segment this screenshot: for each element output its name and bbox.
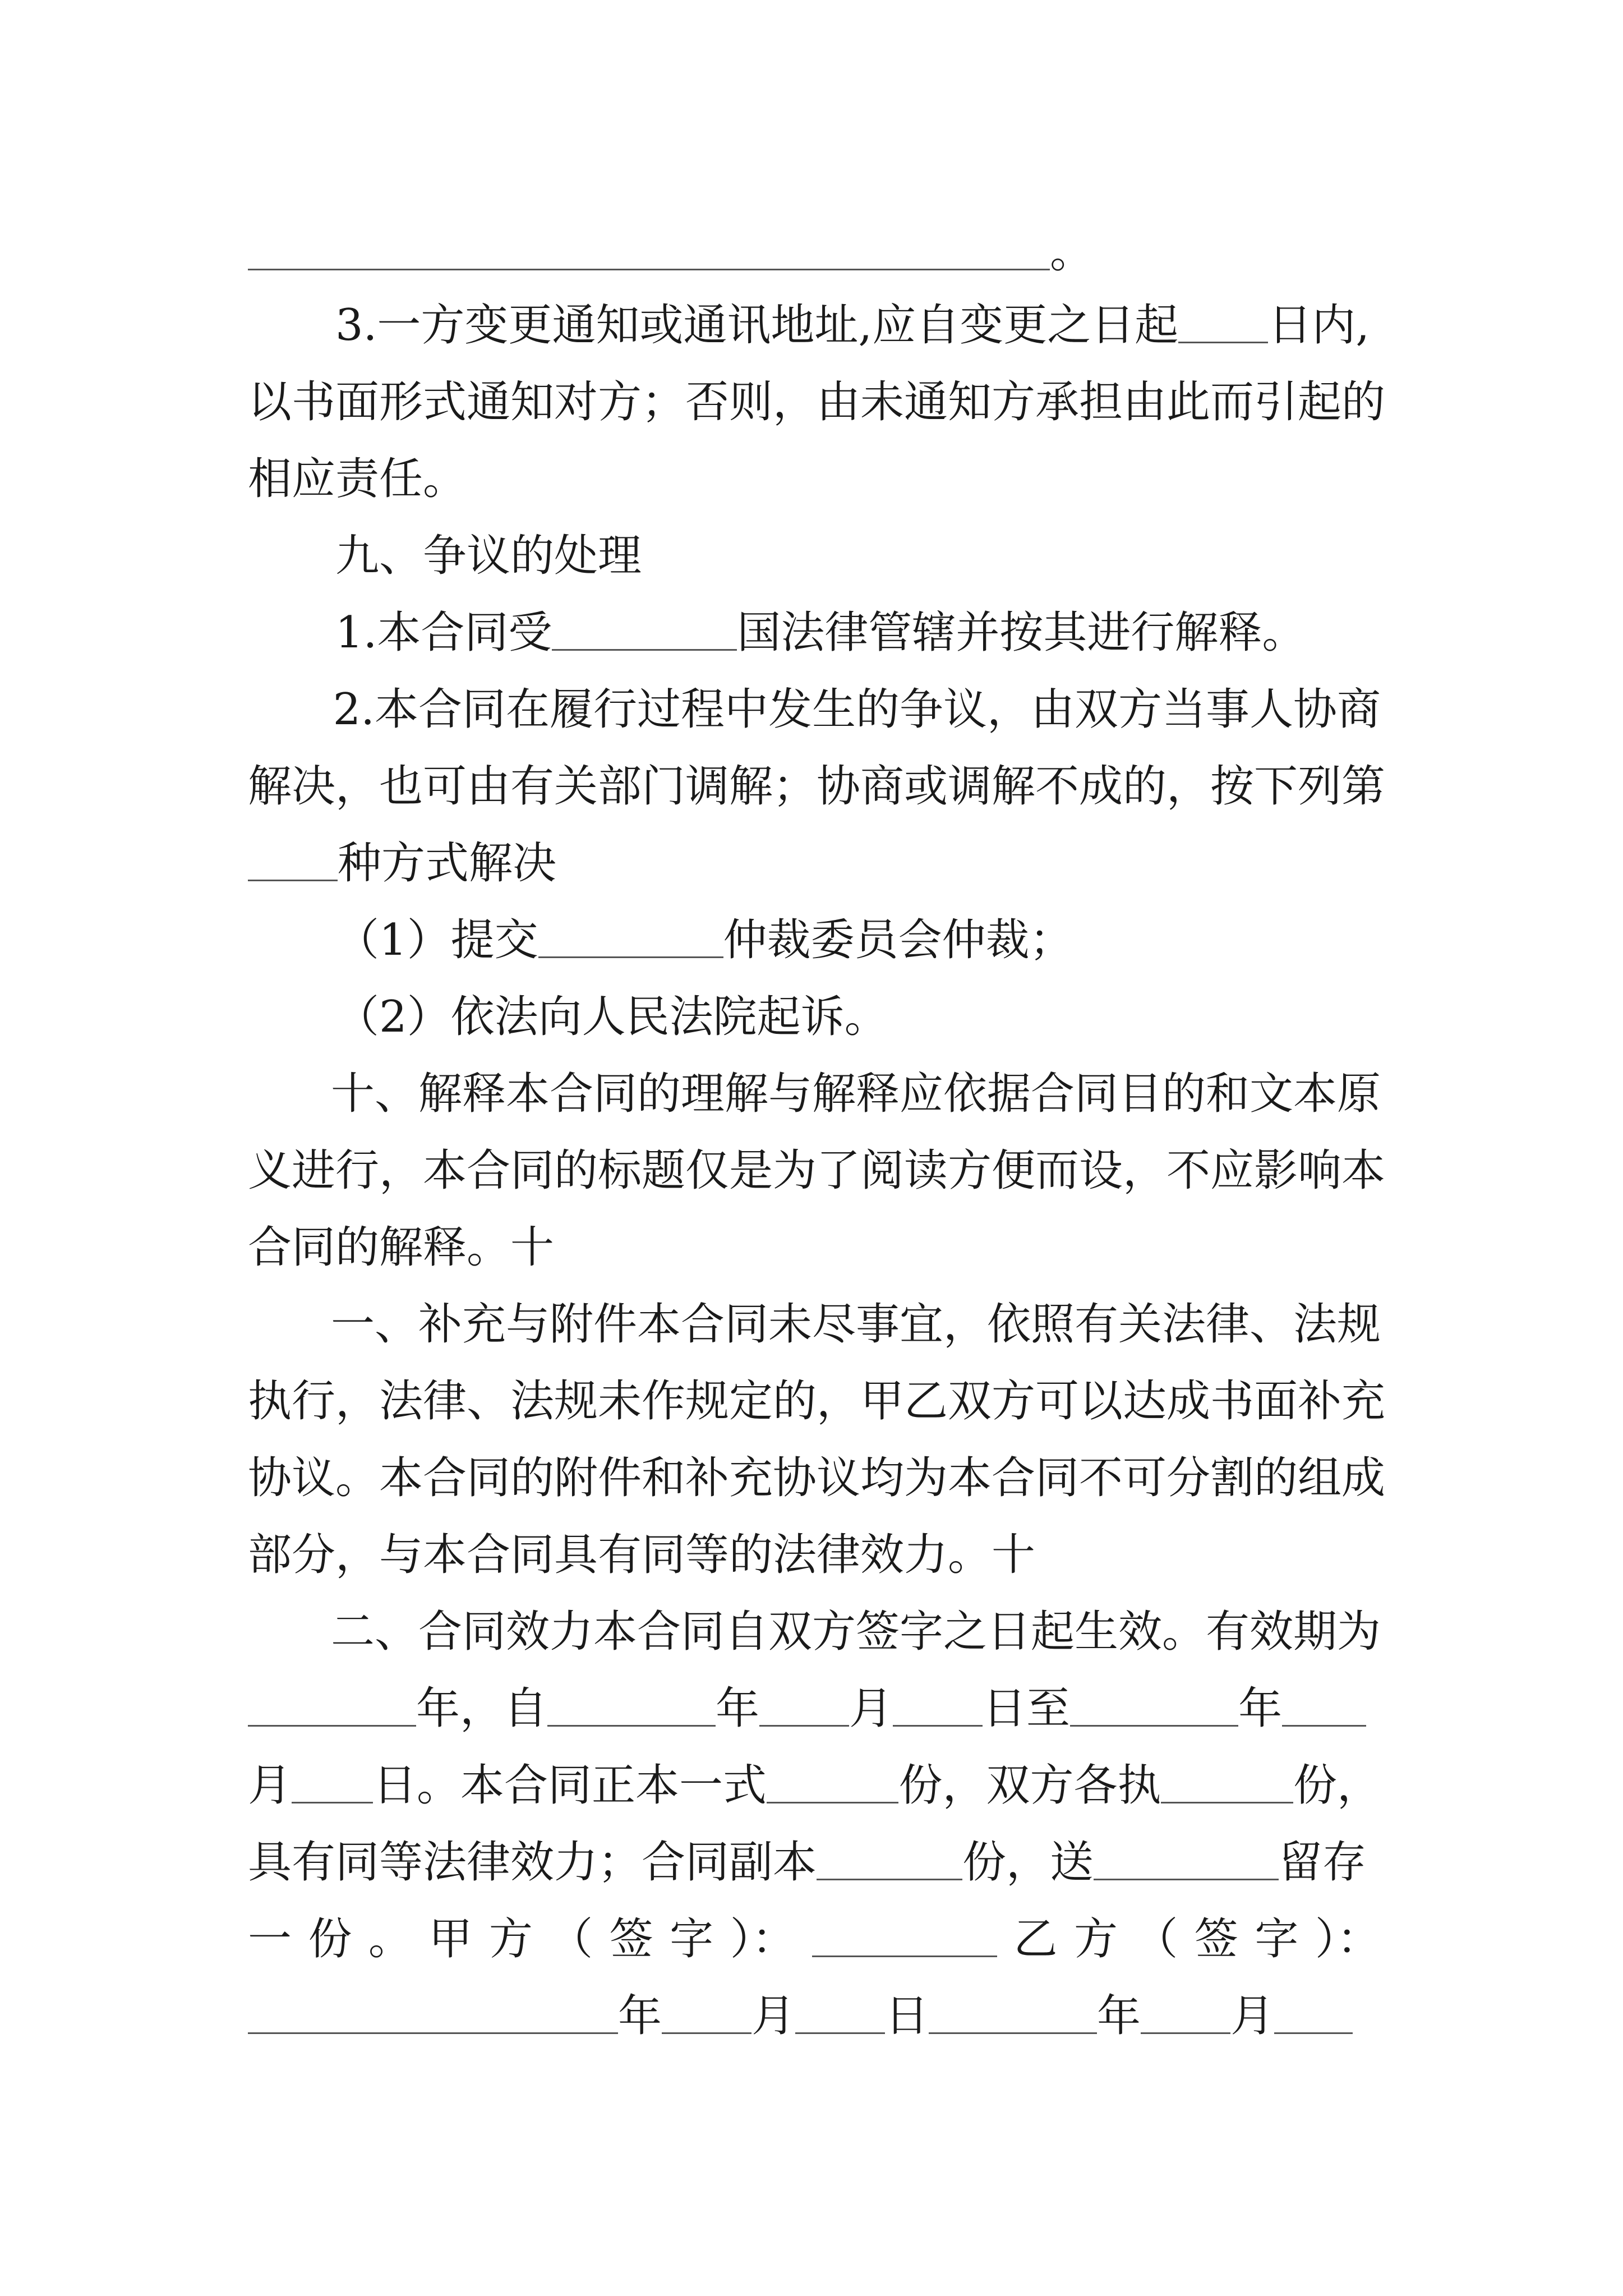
text-fragment: 日至: [983, 1683, 1071, 1734]
fill-blank[interactable]: [929, 1989, 1097, 2034]
text-line: [248, 1208, 1381, 1287]
text-line: [248, 213, 1381, 292]
text-line: [248, 1977, 1381, 2055]
text-fragment: 字: [670, 1914, 714, 1964]
text-fragment: 份: [308, 1914, 352, 1964]
text-line: [248, 747, 1386, 826]
text-fragment: 具有同等法律效力；合同副本: [248, 1837, 817, 1888]
signature-line: [248, 1900, 1381, 1978]
text-fragment: 年: [618, 1991, 662, 2041]
text-fragment: 以书面形式通知对方；否则，由未通知方承担由此而引起的: [248, 377, 1386, 427]
text-fragment: 年: [1097, 1991, 1141, 2041]
text-fragment: 年，自: [416, 1683, 548, 1734]
text-fragment: 乙: [1013, 1914, 1058, 1964]
text-fragment: 月: [849, 1683, 893, 1734]
text-fragment: 相应责任。: [248, 454, 467, 504]
text-fragment: 仲裁委员会仲裁；: [723, 915, 1073, 965]
fill-blank[interactable]: [767, 1758, 899, 1803]
text-line: [248, 1593, 1381, 1671]
text-fragment: 月: [248, 1760, 292, 1811]
text-fragment: 日。本合同正本一式: [372, 1760, 767, 1811]
text-line: [248, 1439, 1386, 1517]
text-line: [248, 978, 1381, 1056]
text-fragment: 解决，也可由有关部门调解；协商或调解不成的，按下列第: [248, 761, 1386, 812]
text-line: [248, 593, 1381, 672]
fill-blank[interactable]: [552, 605, 737, 651]
text-fragment: 部分，与本合同具有同等的法律效力。十: [248, 1530, 1036, 1580]
text-fragment: 十、解释本合同的理解与解释应依据合同目的和文本原: [330, 1069, 1381, 1119]
section-heading: [248, 517, 1381, 595]
fill-blank[interactable]: [292, 1758, 373, 1803]
fill-blank[interactable]: [538, 913, 723, 958]
text-fragment: 签: [1194, 1914, 1238, 1964]
text-fragment: 执行，法律、法规未作规定的，甲乙双方可以达成书面补充: [248, 1376, 1386, 1427]
text-fragment: 份，: [1293, 1760, 1381, 1811]
text-line: [248, 286, 1381, 365]
text-fragment: （: [549, 1914, 593, 1964]
fill-blank[interactable]: [1161, 1758, 1293, 1803]
text-fragment: 方: [488, 1914, 533, 1964]
text-fragment: 月: [751, 1991, 796, 2041]
text-line: [248, 1131, 1386, 1210]
fill-blank[interactable]: [1282, 1681, 1366, 1727]
text-fragment: （1）提交: [335, 915, 538, 965]
text-fragment: 份，送: [962, 1837, 1094, 1888]
fill-blank[interactable]: [1094, 1835, 1279, 1880]
fill-blank[interactable]: [248, 1681, 416, 1727]
fill-blank[interactable]: [893, 1681, 983, 1727]
text-line: [248, 440, 1381, 518]
text-fragment: 。: [368, 1914, 412, 1964]
text-line: [248, 1516, 1381, 1594]
text-fragment: 日内,: [1268, 300, 1370, 351]
text-line: [248, 1055, 1381, 1133]
text-line: [248, 901, 1381, 979]
text-fragment: 。: [1050, 227, 1094, 278]
fill-blank[interactable]: [662, 1989, 751, 2034]
text-fragment: 义进行，本合同的标题仅是为了阅读方便而设，不应影响本: [248, 1145, 1386, 1196]
text-fragment: 字: [1255, 1914, 1299, 1964]
text-fragment: ）：: [730, 1914, 796, 1964]
text-line: [248, 1285, 1381, 1364]
fill-blank[interactable]: [1141, 1989, 1230, 2034]
text-fragment: 协议。本合同的附件和补充协议均为本合同不可分割的组成: [248, 1453, 1386, 1503]
text-fragment: （: [1134, 1914, 1178, 1964]
text-fragment: 3.一方变更通知或通讯地址,应自变更之日起: [335, 300, 1179, 351]
text-line: [248, 1746, 1381, 1825]
text-line: [248, 670, 1381, 749]
fill-blank[interactable]: [248, 836, 338, 881]
party-a-signature-blank[interactable]: [812, 1912, 997, 1957]
text-fragment: 1.本合同受: [335, 608, 552, 658]
text-fragment: 二、合同效力本合同自双方签字之日起生效。有效期为: [330, 1607, 1381, 1657]
text-line: [248, 1669, 1381, 1748]
text-fragment: 签: [609, 1914, 653, 1964]
text-fragment: 月: [1230, 1991, 1275, 2041]
text-line: [248, 1362, 1386, 1441]
fill-blank[interactable]: [795, 1989, 885, 2034]
fill-blank[interactable]: [1178, 298, 1268, 343]
heading-text: 九、争议的处理: [335, 531, 642, 581]
fill-blank[interactable]: [1070, 1681, 1238, 1727]
text-fragment: 2.本合同在履行过程中发生的争议，由双方当事人协商: [333, 684, 1381, 735]
text-fragment: 一: [248, 1914, 292, 1964]
text-fragment: （2）依法向人民法院起诉。: [335, 992, 888, 1042]
text-fragment: 方: [1073, 1914, 1118, 1964]
text-fragment: 合同的解释。十: [248, 1222, 555, 1273]
text-fragment: 年: [716, 1683, 760, 1734]
fill-blank[interactable]: [759, 1681, 849, 1727]
text-fragment: 种方式解决: [338, 838, 557, 889]
fill-blank[interactable]: [817, 1835, 962, 1880]
text-fragment: 日: [885, 1991, 929, 2041]
text-fragment: 留存: [1279, 1837, 1367, 1888]
fill-blank[interactable]: [1274, 1989, 1353, 2034]
fill-blank[interactable]: [547, 1681, 716, 1727]
text-line: [248, 824, 1381, 903]
text-fragment: 国法律管辖并按其进行解释。: [737, 608, 1306, 658]
fill-blank[interactable]: [248, 225, 1050, 270]
text-fragment: 份，双方各执: [898, 1760, 1161, 1811]
text-fragment: 一、补充与附件本合同未尽事宜，依照有关法律、法规: [330, 1299, 1381, 1350]
text-fragment: 甲: [428, 1914, 473, 1964]
text-fragment: ）：: [1315, 1914, 1381, 1964]
party-b-signature-blank[interactable]: [248, 1989, 618, 2034]
text-fragment: 年: [1238, 1683, 1283, 1734]
text-line: [248, 1823, 1381, 1902]
text-line: [248, 363, 1386, 441]
